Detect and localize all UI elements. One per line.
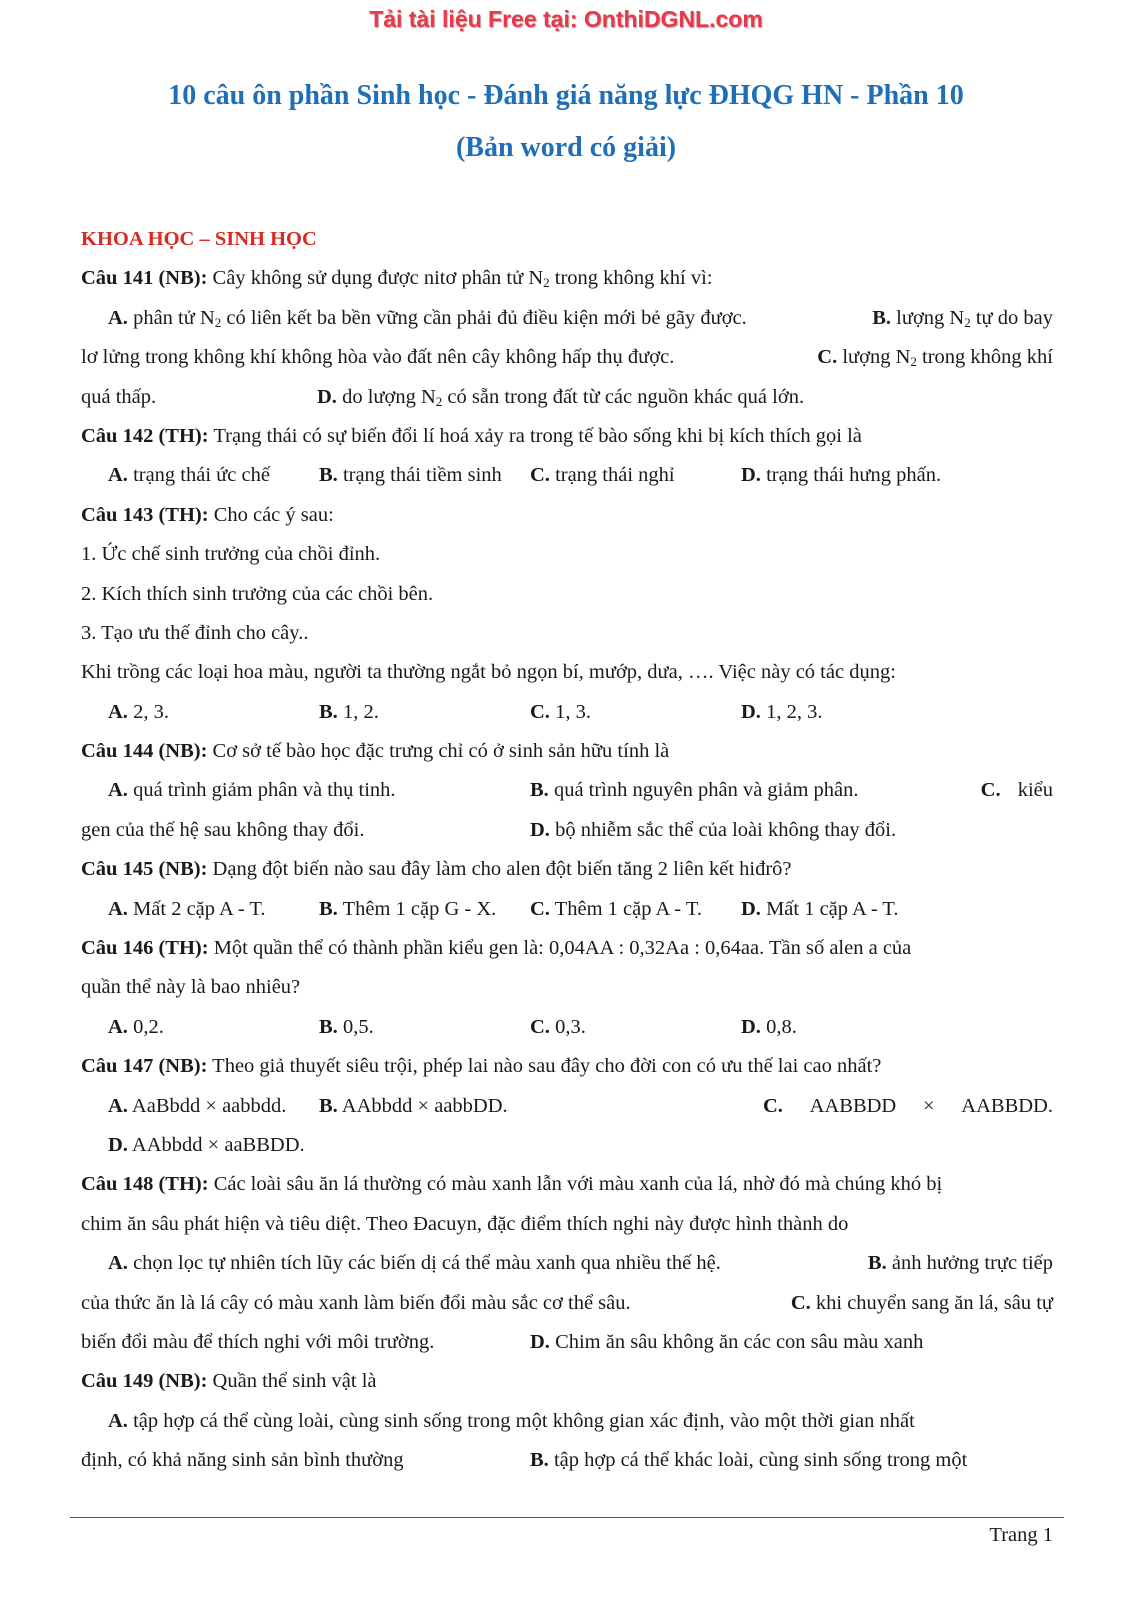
question-144-stem [81,732,1053,771]
top-banner-link[interactable]: Tải tài liệu Free tại: OnthiDGNL.com [369,6,763,32]
question-141-options-line-3 [81,378,1053,417]
option-c: C. trạng thái nghỉ [530,464,675,487]
question-148-options-line-2 [81,1284,1053,1323]
question-text: Một quần thể có thành phần kiểu gen là: 0,04AA : 0,32Aa : 0,64aa. Tần số alen a của [208,937,912,960]
option-c-continued: gen của thế hệ sau không thay đổi. [81,818,365,841]
option-a: A. 2, 3. [108,700,169,723]
list-item: 1. Ức chế sinh trưởng của chồi đỉnh. [81,543,381,566]
option-c: C. 0,3. [530,1015,586,1038]
option-b-continued: lơ lửng trong không khí không hòa vào đất nên cây không hấp thụ được. [81,346,675,369]
option-a-continued: định, có khả năng sinh sản bình thường [81,1449,404,1472]
question-141-options-line-1 [81,299,1053,338]
question-text: Cơ sở tế bào học đặc trưng chỉ có ở sinh sản hữu tính là [207,740,670,763]
question-text: Dạng đột biến nào sau đây làm cho alen đột biến tăng 2 liên kết hiđrô? [207,858,792,881]
option-a: A. Mất 2 cặp A - T. [108,897,266,920]
document-subtitle: (Bản word có giải) [455,132,677,163]
question-text: Các loài sâu ăn lá thường có màu xanh lẫn với màu xanh của lá, nhờ đó mà chúng khó bị [208,1173,943,1196]
question-148-stem-continued: chim ăn sâu phát hiện và tiêu diệt. Theo Đacuyn, đặc điểm thích nghi này được hình thành do [81,1212,849,1235]
option-c: C. khi chuyển sang ăn lá, sâu tự [790,1291,1053,1314]
question-142-options [81,456,1053,495]
question-148-stem [81,1165,1053,1204]
question-text: Theo giả thuyết siêu trội, phép lai nào sau đây cho đời con có ưu thế lai cao nhất? [207,1055,882,1078]
option-b: B. lượng $N_2$ tự do bay [872,306,1053,330]
question-147-options-line-2 [81,1126,1053,1165]
option-d: D. 0,8. [741,1015,797,1038]
question-143-prompt: Khi trồng các loại hoa màu, người ta thường ngắt bỏ ngọn bí, mướp, dưa, …. Việc này có tác dụng: [81,661,896,684]
subscript: 2 [543,275,550,291]
option-b: B. 0,5. [319,1015,374,1038]
list-item: 2. Kích thích sinh trưởng của các chồi bên. [81,582,434,605]
question-143-stem [81,496,1053,535]
question-149-options-line-1 [81,1402,1053,1441]
option-a: A. AaBbdd × aabbdd. [108,1094,287,1117]
question-label: Câu 145 (NB): [81,858,208,881]
option-a: A. chọn lọc tự nhiên tích lũy các biến dị cá thể màu xanh qua nhiều thế hệ. [108,1252,721,1275]
option-b: B. AAbbdd × aabbDD. [319,1094,508,1117]
option-a: A. phân tử $N_2$ có liên kết ba bền vững cần phải đủ điều kiện mới bẻ gãy được. [108,306,747,330]
option-a: A. quá trình giảm phân và thụ tinh. [108,779,396,802]
option-d: D. Mất 1 cặp A - T. [741,897,899,920]
option-b: B. trạng thái tiềm sinh [319,464,502,487]
question-text: Trạng thái có sự biến đổi lí hoá xảy ra trong tế bào sống khi bị kích thích gọi là [208,424,862,447]
option-b: B. tập hợp cá thể khác loài, cùng sinh sống trong một [530,1449,968,1472]
option-c: C. AABBDD × AABBDD. [763,1094,1053,1117]
question-142-stem [81,417,1053,456]
option-d: D. bộ nhiễm sắc thể của loài không thay đổi. [530,818,897,841]
option-c: C. 1, 3. [530,700,591,723]
question-149-options-line-2 [81,1441,1053,1480]
question-141-options-line-2 [81,338,1053,377]
option-a: A. trạng thái ức chế [108,464,270,487]
question-146-stem [81,929,1053,968]
question-text: Quần thể sinh vật là [207,1370,377,1393]
document-title: 10 câu ôn phần Sinh học - Đánh giá năng lực ĐHQG HN - Phần 10 [168,80,964,111]
question-145-options [81,890,1053,929]
question-148-options-line-3 [81,1323,1053,1362]
option-c: C. lượng $N_2$ trong không khí [817,346,1053,370]
option-d: D. 1, 2, 3. [741,700,823,723]
question-149-stem [81,1362,1053,1401]
question-text: Cây không sử dụng được nitơ phân tử N [207,267,544,290]
page-number: Trang 1 [989,1524,1053,1546]
option-d: D. trạng thái hưng phấn. [741,464,942,487]
question-146-options [81,1008,1053,1047]
section-heading: KHOA HỌC – SINH HỌC [81,228,317,250]
question-text: Cho các ý sau: [208,503,334,526]
question-label: Câu 147 (NB): [81,1055,208,1078]
question-label: Câu 144 (NB): [81,740,208,763]
question-label: Câu 146 (TH): [81,937,209,960]
option-a: A. 0,2. [108,1015,164,1038]
question-label: Câu 143 (TH): [81,503,209,526]
question-145-stem [81,850,1053,889]
option-b-continued: của thức ăn là lá cây có màu xanh làm biến đổi màu sắc cơ thể sâu. [81,1291,631,1314]
option-a: A. tập hợp cá thể cùng loài, cùng sinh sống trong một không gian xác định, vào một thời gian nhất [108,1409,915,1432]
question-label: Câu 149 (NB): [81,1370,208,1393]
question-144-options-line-1 [81,771,1053,810]
option-c: C. kiểu [980,779,1053,802]
option-b: B. ảnh hưởng trực tiếp [867,1252,1053,1275]
question-141-stem [81,259,1053,298]
question-label: Câu 148 (TH): [81,1173,209,1196]
option-b: B. Thêm 1 cặp G - X. [319,897,497,920]
question-text: trong không khí vì: [549,267,713,290]
option-c: C. Thêm 1 cặp A - T. [530,897,702,920]
question-143-options [81,693,1053,732]
option-c-continued: biến đổi màu để thích nghi với môi trường. [81,1330,435,1353]
option-d: D. do lượng $N_2$ có sẵn trong đất từ các nguồn khác quá lớn. [317,385,805,409]
question-147-options-line-1 [81,1087,1053,1126]
question-146-stem-continued: quần thể này là bao nhiêu? [81,976,301,999]
footer-divider [70,1517,1064,1518]
document-body [81,220,1053,1481]
option-b: B. 1, 2. [319,700,379,723]
question-label: Câu 141 (NB): [81,267,208,290]
question-label: Câu 142 (TH): [81,424,209,447]
option-d: D. AAbbdd × aaBBDD. [108,1133,305,1156]
option-b: B. quá trình nguyên phân và giảm phân. [530,779,859,802]
option-d: D. Chim ăn sâu không ăn các con sâu màu xanh [530,1330,924,1353]
question-147-stem [81,1047,1053,1086]
question-144-options-line-2 [81,811,1053,850]
question-148-options-line-1 [81,1244,1053,1283]
option-c-continued: quá thấp. [81,385,157,408]
list-item: 3. Tạo ưu thế đỉnh cho cây.. [81,621,309,644]
